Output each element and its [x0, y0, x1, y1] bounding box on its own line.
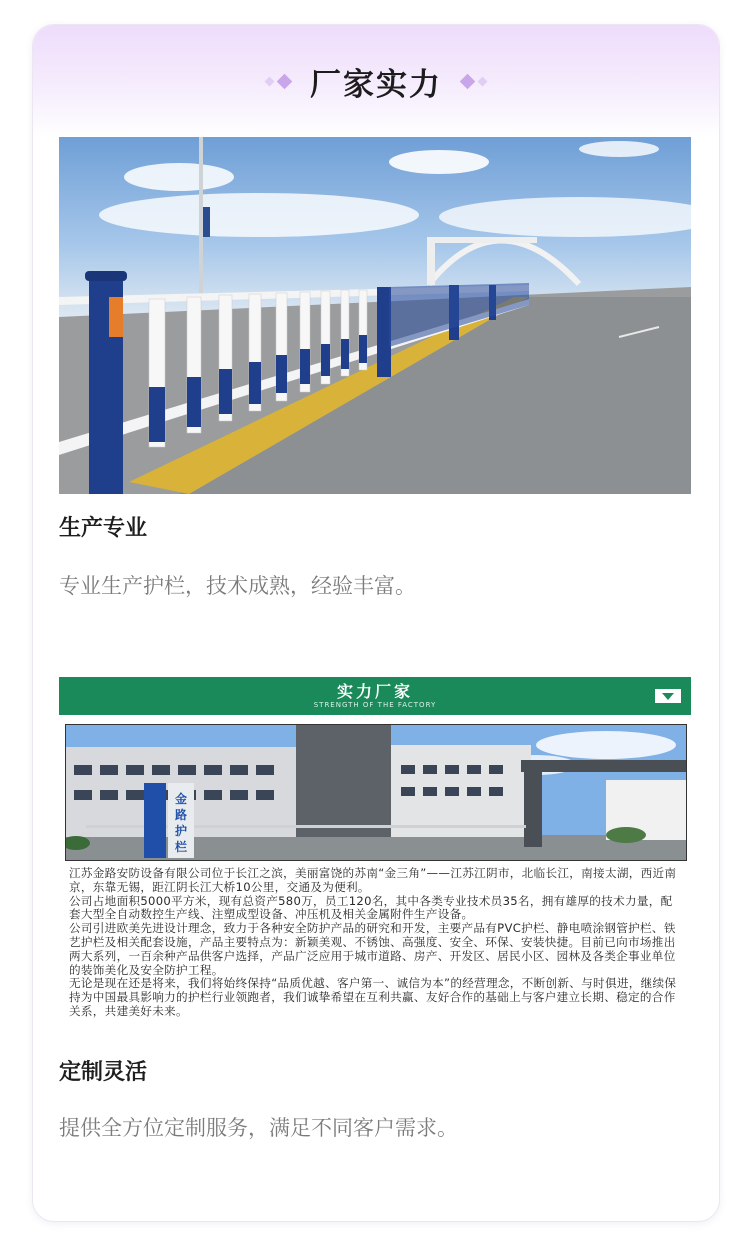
svg-text:金: 金 [174, 792, 188, 806]
page-title: 厂家实力 [310, 66, 442, 103]
svg-text:栏: 栏 [174, 840, 188, 854]
section-production-desc [59, 570, 691, 600]
diamond-decoration-icon [460, 73, 476, 89]
right-decoration [462, 76, 486, 87]
svg-text:护: 护 [174, 824, 188, 838]
factory-banner [59, 677, 691, 715]
banner-subtitle: STRENGTH OF THE FACTORY [313, 700, 437, 709]
section-description: 专业生产护栏，技术成熟，经验丰富。 [59, 574, 416, 598]
svg-text:路: 路 [174, 808, 188, 822]
section-production-image [59, 137, 691, 494]
section-heading: 定制灵活 [59, 1060, 148, 1085]
factory-strength-card [32, 24, 720, 1222]
company-introduction: 江苏金路安防设备有限公司位于长江之滨，美丽富饶的苏南“金三角”——江苏江阴市，北临长江，南接太湖，西近南京，东靠无锡，距江阴长江大桥10公里，交通及为便利。 公司占地面积5000平方米，现有总资产580万，员工120名，其中各类专业技术员35名，拥有雄厚的技术力量，配套大型全自动数控生产线、注塑成型设备、冲压机及相关金属附件生产设备。 公司引进欧美先进设计理念，致力于各种安全防护产品的研究和开发，主要产品有PVC护栏、静电喷涂钢管护栏、铁艺护栏及相关配套设施，产品主要特点为：新颖美观、不锈蚀、高强度、安全、环保、安装快捷。目前已向市场推出两大系列，一百余种产品供客户选择，产品广泛应用于城市道路、房产、开发区、居民小区、园林及各类企事业单位的装饰美化及安全防护工程。 无论是现在还是将来，我们将始终保持“品质优越、客户第一、诚信为本”的经营理念，不断创新、与时俱进，继续保持为中国最具影响力的护栏行业领跑者，我们诚挚希望在互利共赢、友好合作的基础上与客户建立长期、稳定的合作关系，共建美好未来。 [69, 866, 677, 1018]
diamond-decoration-icon [265, 76, 275, 86]
banner-title: 实力厂家 [336, 681, 413, 701]
section-description: 提供全方位定制服务，满足不同客户需求。 [59, 1116, 458, 1140]
left-decoration [266, 76, 290, 87]
diamond-decoration-icon [478, 76, 488, 86]
section-production [59, 511, 691, 542]
card-header [33, 25, 719, 137]
section-factory-image [59, 677, 691, 1032]
section-heading: 生产专业 [59, 516, 148, 541]
section-customization-desc [59, 1112, 691, 1142]
factory-info-image [59, 677, 691, 1032]
factory-building-photo [65, 724, 687, 861]
dropdown-arrow-icon [655, 689, 681, 703]
road-guardrail-photo [59, 137, 691, 494]
diamond-decoration-icon [277, 73, 293, 89]
section-customization [59, 1055, 691, 1086]
